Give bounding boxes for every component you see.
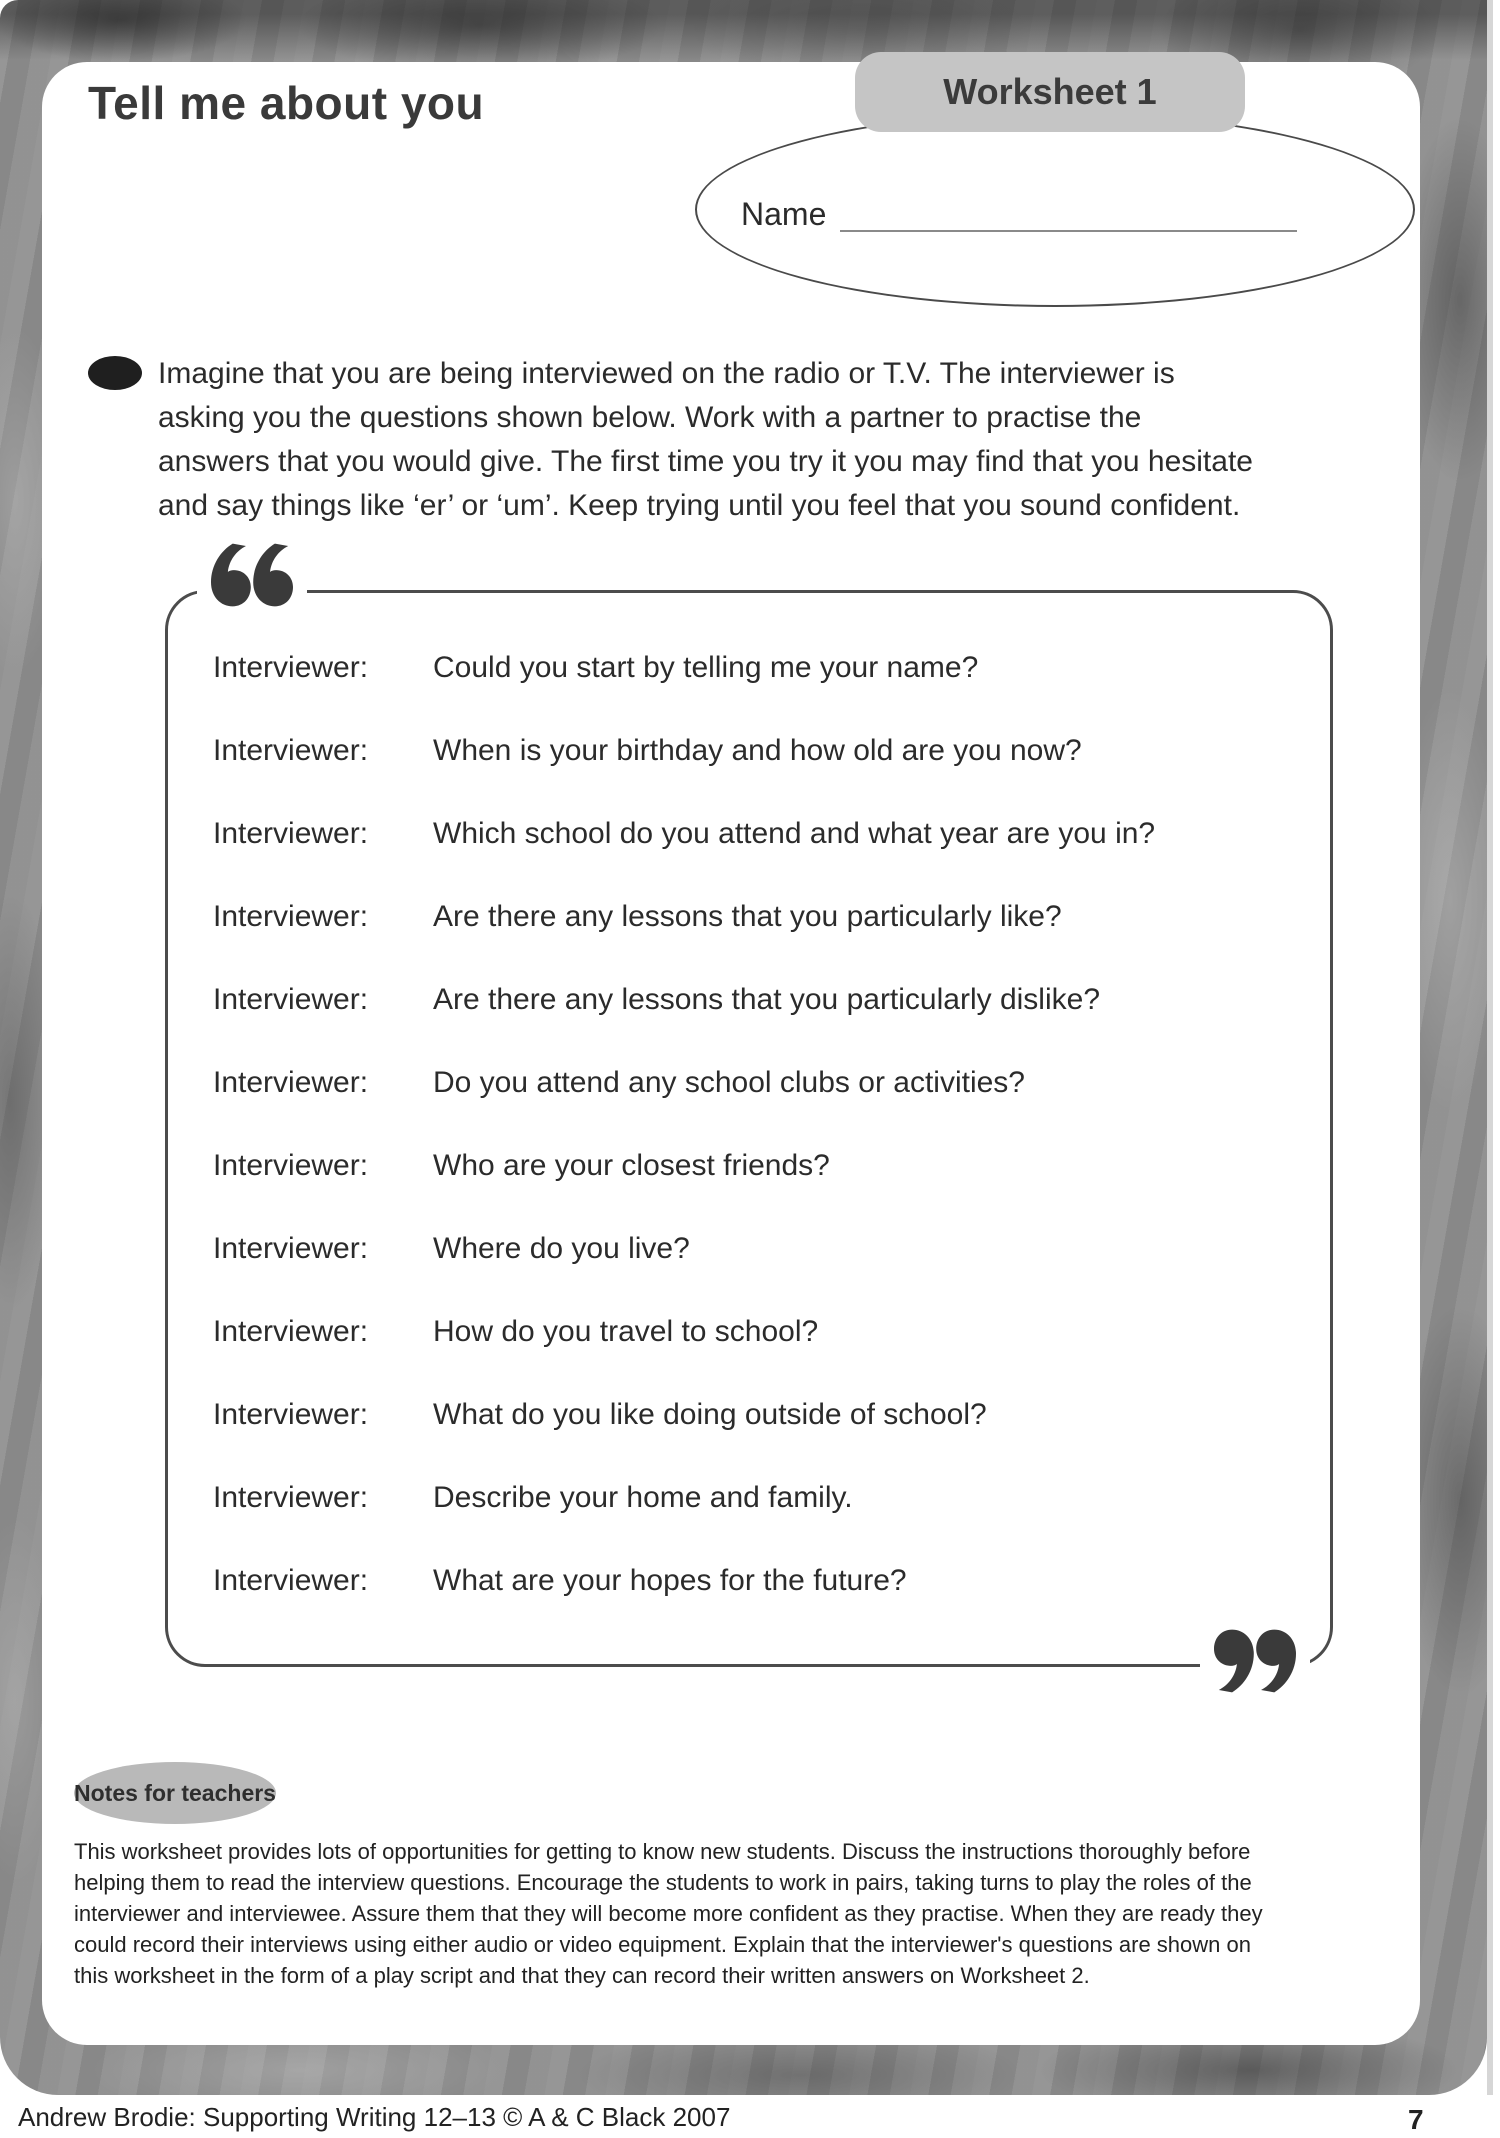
notes-badge-label: Notes for teachers bbox=[74, 1779, 276, 1806]
speaker-label: Interviewer: bbox=[213, 1481, 369, 1514]
worksheet-number-badge bbox=[855, 52, 1245, 132]
speaker-label: Interviewer: bbox=[213, 1315, 369, 1348]
question-text: Are there any lessons that you particularly dislike? bbox=[433, 983, 1101, 1016]
question-row bbox=[168, 817, 1330, 900]
notes-line: could record their interviews using either audio or video equipment. Explain that the interviewer's questions are shown on bbox=[74, 1932, 1251, 1957]
instructions-line: answers that you would give. The first time you try it you may find that you hesitate bbox=[158, 445, 1253, 478]
notes-line: interviewer and interviewee. Assure them that they will become more confident as they practise. When they are ready they bbox=[74, 1901, 1263, 1926]
open-quote-icon bbox=[197, 542, 307, 622]
question-text: How do you travel to school? bbox=[433, 1315, 819, 1348]
instructions-line: asking you the questions shown below. Work with a partner to practise the bbox=[158, 401, 1142, 434]
page-title: Tell me about you bbox=[88, 77, 485, 129]
speaker-label: Interviewer: bbox=[213, 1066, 369, 1099]
question-row bbox=[168, 900, 1330, 983]
question-text: Describe your home and family. bbox=[433, 1481, 853, 1514]
instructions-line: and say things like ‘er’ or ‘um’. Keep trying until you feel that you sound confident. bbox=[158, 489, 1241, 522]
question-text: Are there any lessons that you particularly like? bbox=[433, 900, 1062, 933]
question-text: Where do you live? bbox=[433, 1232, 690, 1265]
notes-line: helping them to read the interview questions. Encourage the students to work in pairs, taking turns to play the roles of the bbox=[74, 1870, 1252, 1895]
question-text: Do you attend any school clubs or activities? bbox=[433, 1066, 1025, 1099]
speaker-label: Interviewer: bbox=[213, 817, 369, 850]
name-write-line bbox=[840, 200, 1297, 232]
speaker-label: Interviewer: bbox=[213, 651, 369, 684]
speaker-label: Interviewer: bbox=[213, 1232, 369, 1265]
question-text: When is your birthday and how old are you now? bbox=[433, 734, 1082, 767]
footer-page-number: 7 bbox=[1408, 2104, 1424, 2135]
notes-for-teachers-badge bbox=[74, 1762, 276, 1824]
notes-line: This worksheet provides lots of opportunities for getting to know new students. Discuss the instructions thoroughly before bbox=[74, 1839, 1251, 1864]
question-row bbox=[168, 1066, 1330, 1149]
speaker-label: Interviewer: bbox=[213, 1149, 369, 1182]
notes-paragraph bbox=[74, 1836, 1263, 1991]
interview-questions-box bbox=[165, 590, 1333, 1667]
speaker-label: Interviewer: bbox=[213, 734, 369, 767]
instructions-line: Imagine that you are being interviewed on the radio or T.V. The interviewer is bbox=[158, 357, 1175, 390]
name-label: Name bbox=[741, 196, 827, 232]
question-text: Who are your closest friends? bbox=[433, 1149, 830, 1182]
question-row bbox=[168, 1149, 1330, 1232]
speaker-label: Interviewer: bbox=[213, 1564, 369, 1597]
question-text: Could you start by telling me your name? bbox=[433, 651, 979, 684]
question-text: What do you like doing outside of school? bbox=[433, 1398, 987, 1431]
question-text: Which school do you attend and what year are you in? bbox=[433, 817, 1156, 850]
question-row bbox=[168, 651, 1330, 734]
notes-line: this worksheet in the form of a play script and that they can record their written answers on Worksheet 2. bbox=[74, 1963, 1090, 1988]
page-edge-strip bbox=[1487, 0, 1493, 2095]
question-row bbox=[168, 1315, 1330, 1398]
question-row bbox=[168, 1398, 1330, 1481]
close-quote-icon bbox=[1200, 1628, 1310, 1704]
footer-credit: Andrew Brodie: Supporting Writing 12–13 © A & C Black 2007 bbox=[18, 2102, 731, 2132]
speaker-label: Interviewer: bbox=[213, 1398, 369, 1431]
name-row bbox=[697, 196, 1413, 232]
instructions-paragraph bbox=[158, 352, 1253, 528]
speaker-label: Interviewer: bbox=[213, 983, 369, 1016]
worksheet-number-label: Worksheet 1 bbox=[943, 71, 1157, 112]
question-row bbox=[168, 983, 1330, 1066]
bullet-ellipse-icon bbox=[88, 356, 142, 390]
name-field-ellipse bbox=[695, 112, 1415, 307]
question-text: What are your hopes for the future? bbox=[433, 1564, 907, 1597]
question-row bbox=[168, 1564, 1330, 1647]
question-row bbox=[168, 1481, 1330, 1564]
question-row bbox=[168, 1232, 1330, 1315]
question-row bbox=[168, 734, 1330, 817]
speaker-label: Interviewer: bbox=[213, 900, 369, 933]
